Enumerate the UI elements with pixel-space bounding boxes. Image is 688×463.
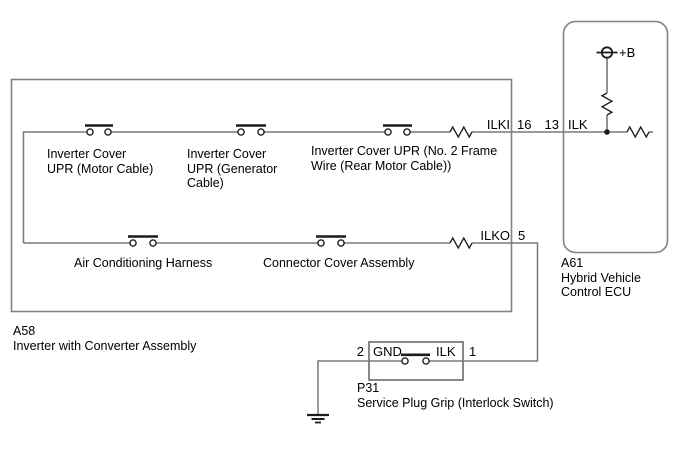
a61-component-box xyxy=(564,22,668,253)
switch-frame-wire-icon xyxy=(383,126,412,136)
switch-service-plug-icon xyxy=(401,355,430,364)
wire-a61-internal xyxy=(607,58,653,132)
a61-name-line2: Control ECU xyxy=(561,285,632,299)
p31-component-label xyxy=(357,381,554,410)
terminal-plus-b-label: +B xyxy=(619,45,636,60)
signal-gnd-label: GND xyxy=(373,344,402,359)
resistor-a61-horizontal-icon xyxy=(627,127,649,137)
pin-5-label: 5 xyxy=(518,228,526,243)
switch-connector-cover-label: Connector Cover Assembly xyxy=(263,256,415,270)
a61-name-line1: Hybrid Vehicle xyxy=(561,270,641,285)
a58-component-box xyxy=(12,80,512,312)
signal-ilko-label: ILKO xyxy=(480,228,510,243)
pin-16-label: 16 xyxy=(517,117,532,132)
switch-generator-cable-label: Inverter Cover UPR (Generator Cable) xyxy=(187,147,278,190)
resistor-a61-pullup-icon xyxy=(602,93,612,115)
pin-1-label: 1 xyxy=(469,344,477,359)
signal-ilki-label: ILKI xyxy=(486,117,510,132)
pin-2-label: 2 xyxy=(356,344,364,359)
signal-ilk-a61-label: ILK xyxy=(568,117,588,132)
p31-code: P31 xyxy=(357,381,380,395)
ground-icon xyxy=(307,415,329,423)
switch-frame-wire-label: Inverter Cover UPR (No. 2 Frame Wire (Rear Motor Cable)) xyxy=(311,144,498,173)
a58-code: A58 xyxy=(13,324,36,338)
switch-connector-cover-icon xyxy=(316,237,346,247)
a58-name: Inverter with Converter Assembly xyxy=(13,338,197,353)
pin-13-label: 13 xyxy=(544,117,559,132)
a61-code: A61 xyxy=(561,256,584,270)
junction-dot xyxy=(604,129,610,135)
a61-component-label xyxy=(561,256,641,300)
switch-ac-harness-label: Air Conditioning Harness xyxy=(74,256,213,270)
switch-motor-cable-icon xyxy=(85,126,113,136)
switch-motor-cable-label: Inverter Cover UPR (Motor Cable) xyxy=(47,147,154,176)
signal-ilk-p31-label: ILK xyxy=(436,344,456,359)
p31-name: Service Plug Grip (Interlock Switch) xyxy=(357,395,554,410)
switch-generator-cable-icon xyxy=(236,126,266,136)
battery-terminal-icon xyxy=(597,47,618,57)
switch-ac-harness-icon xyxy=(128,237,158,247)
a58-component-label xyxy=(13,324,196,353)
